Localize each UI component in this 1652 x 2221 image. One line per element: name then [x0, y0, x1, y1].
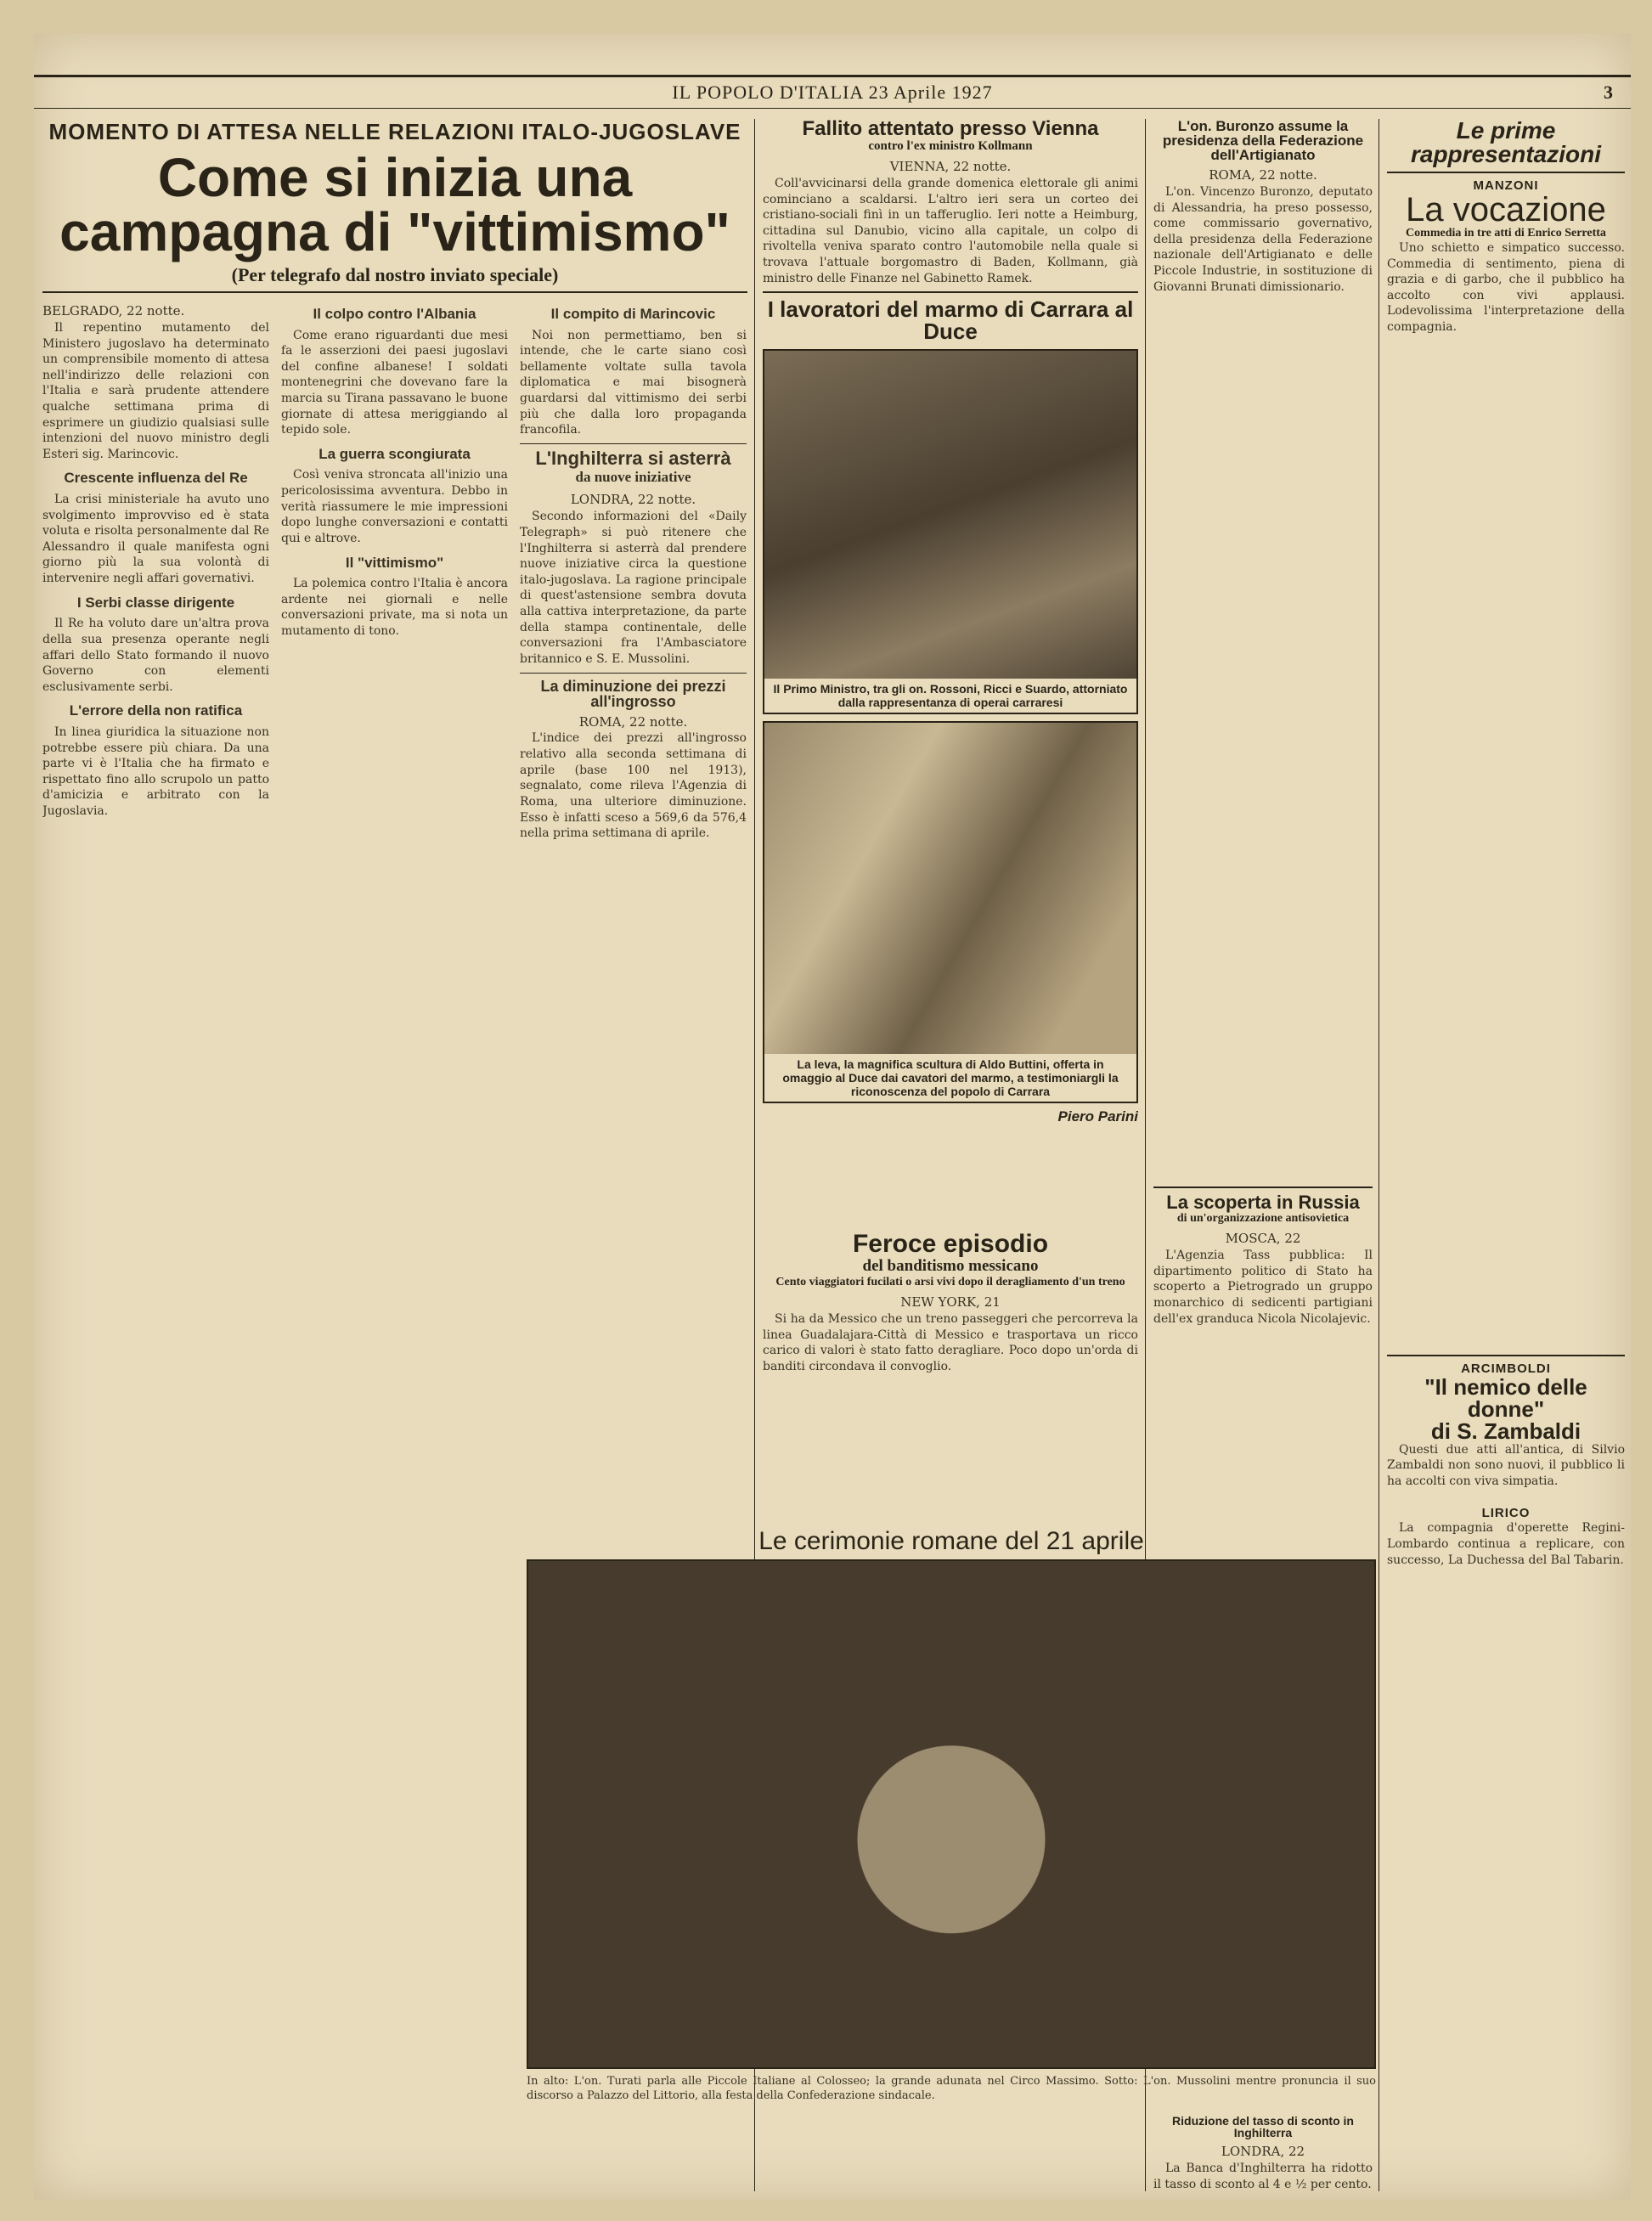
lead-intro: Il repentino mutamento del Ministero jugoslavo ha determinato un comprensibile momento di attesa nell'indirizzo delle relazioni con l'Italia e sarà prudente attendere qualche settimana prima di esprimere un giudizio qualsiasi sulle intenzioni del nuovo ministro degli Esteri sig. Marincovic.: [42, 320, 269, 461]
ceremonies-feature: [527, 1529, 1376, 2200]
russia-subhead: di un'organizzazione antisovietica: [1176, 1212, 1350, 1226]
section-text: La polemica contro l'Italia è ancora ardente nei giornali e nelle conversazioni private, ma si nota un mutamento di tono.: [281, 577, 508, 638]
prices-text: L'indice dei prezzi all'ingrosso relativo alla seconda settimana di aprile (base 100 nel 1913), segnalato, come rileva l'Agenzia di Roma, una ulteriore diminuzione. Esso è infatti sceso a 569,6 da 576,4 nella prima settimana di aprile.: [520, 731, 747, 841]
section-heading: Crescente influenza del Re: [64, 470, 248, 487]
vienna-body: [763, 159, 1138, 286]
masthead-title: IL POPOLO D'ITALIA 23 Aprile 1927: [672, 82, 993, 103]
section-heading: Il "vittimismo": [345, 554, 444, 571]
prices-dateline: ROMA, 22 notte.: [578, 713, 688, 730]
theatre-headline: Le prime rappresentazioni: [1410, 119, 1602, 167]
lead-col-2: [281, 298, 508, 844]
play-subtitle: Commedia in tre atti di Enrico Serretta: [1406, 227, 1606, 240]
prices-headline: La diminuzione dei prezzi all'ingrosso: [540, 677, 726, 710]
buronzo-dateline: ROMA, 22 notte.: [1209, 167, 1317, 183]
section-heading: Il compito di Marincovic: [550, 306, 716, 322]
buronzo-text: L'on. Vincenzo Buronzo, deputato di Alessandria, ha preso possesso, come commissario governativo, della presidenza della Federazione nazionale dell'Artigianato e delle Piccole Industrie, in sostituzione di Giovanni Brunati dimissionario.: [1153, 184, 1373, 294]
photo-delegation: [763, 349, 1138, 714]
mexico-deck: Cento viaggiatori fucilati o arsi vivi dopo il deragliamento d'un treno: [775, 1276, 1125, 1288]
section-text: In linea giuridica la situazione non potrebbe essere più chiara. Da una parte vi è l'Italia che ha firmato e rispettato fino allo scrupolo un patto d'amicizia e arbitrato con la Jugoslavia.: [42, 724, 269, 818]
photo-sculpture: [763, 721, 1138, 1103]
theatre-name: LIRICO: [1481, 1506, 1531, 1521]
marble-headline: I lavoratori del marmo di Carrara al Duce: [767, 296, 1134, 345]
play-title: La vocazione: [1406, 191, 1606, 228]
russia-text: L'Agenzia Tass pubblica: Il dipartimento politico di Stato ha scoperto a Pietrogrado un gruppo monarchico di sedicenti partigiani dell'ex granduca Nicola Nicolajevic.: [1153, 1249, 1373, 1326]
theatre-name: MANZONI: [1473, 178, 1539, 193]
section-text: La crisi ministeriale ha avuto uno svolgimento improvviso ed è stata voluta e risolta personalmente dal Re Alessandro il quale manifesta ogni giorno più la sua volontà di intervenire negli affari governativi.: [42, 493, 269, 586]
photo-ceremonies: [527, 1559, 1376, 2069]
mexico-headline: Feroce episodio: [852, 1232, 1049, 1258]
ceremonies-caption: In alto: L'on. Turati parla alle Piccole Italiane al Colosseo; la grande adunata nel Circo Massimo. Sotto: L'on. Mussolini mentre pronuncia il suo discorso a Palazzo del Littorio, alla festa della Confederazione sindacale.: [527, 2075, 1376, 2103]
section-text: Noi non permettiamo, ben si intende, che le carte siano così bellamente voltate sulla tavola diplomatica e mai bisognerà guardarsi dal vittimismo dei serbi più che dalla loro propaganda francofila.: [520, 328, 747, 437]
newspaper-page: [34, 34, 1631, 2200]
bank-headline: Riduzione del tasso di sconto in Inghilterra: [1172, 2115, 1354, 2139]
lead-col-1: [42, 298, 269, 844]
photo-caption: La leva, la magnifica scultura di Aldo Buttini, offerta in omaggio al Duce dai cavatori del marmo, a testimoniargli la riconoscenza del popolo di Carrara: [764, 1054, 1136, 1102]
russia-dateline: MOSCA, 22: [1225, 1231, 1301, 1247]
lead-headline: Come si inizia una campagna di "vittimismo": [59, 147, 730, 262]
mexico-text: Si ha da Messico che un treno passeggeri che percorreva la linea Guadalajara-Città di Messico e trasportava un ricco carico di valori è stato fatto deragliare. Poco dopo un'orda di banditi circondava il convoglio.: [763, 1311, 1138, 1373]
section-text: Così veniva stroncata all'inizio una pericolosissima avventura. Debbo in verità riassumere le mie impressioni dopo lunghe conversazioni e contatti qui e altrove.: [281, 468, 508, 545]
lead-dateline: BELGRADO, 22 notte.: [42, 303, 185, 318]
england-headline: L'Inghilterra si asterrà: [535, 447, 731, 469]
ceremonies-headline: Le cerimonie romane del 21 aprile: [758, 1529, 1144, 1555]
bank-dateline: LONDRA, 22: [1221, 2144, 1305, 2159]
lirico-text: La compagnia d'operette Regini-Lombardo continua a replicare, con successo, La Duchessa del Bal Tabarin.: [1387, 1521, 1625, 1567]
vienna-dateline: VIENNA, 22 notte.: [889, 159, 1012, 174]
page-number: 3: [1604, 82, 1614, 103]
section-text: Come erano riguardanti due mesi fa le asserzioni dei paesi jugoslavi del confine albanese! I soldati montenegrini che dovevano fare la marcia su Tirana passavano le buone giornate di attesa meriggiando al tepido sole.: [281, 328, 508, 437]
bank-text: La Banca d'Inghilterra ha ridotto il tasso di sconto al 4 e ½ per cento.: [1153, 2161, 1373, 2191]
masthead: [34, 75, 1631, 109]
lead-col-3: [520, 298, 747, 844]
section-heading: La guerra scongiurata: [319, 445, 471, 462]
middle-block: [763, 119, 1138, 1223]
england-dateline: LONDRA, 22 notte.: [570, 492, 696, 508]
play-author: di S. Zambaldi: [1430, 1418, 1582, 1444]
section-heading: L'errore della non ratifica: [69, 702, 243, 719]
section-heading: I Serbi classe dirigente: [76, 594, 235, 611]
lead-subhead: (Per telegrafo dal nostro inviato speciale): [231, 264, 559, 285]
mexico-dateline: NEW YORK, 21: [900, 1294, 1001, 1310]
vienna-headline: Fallito attentato presso Vienna: [802, 119, 1099, 140]
play-title: "Il nemico delle donne": [1424, 1373, 1587, 1422]
buronzo-headline: L'on. Buronzo assume la presidenza della Federazione dell'Artigianato: [1162, 119, 1364, 163]
section-text: Il Re ha voluto dare un'altra prova della sua presenza operante negli affari dello Stato formando il nuovo Governo con elementi esclusivamente serbi.: [42, 617, 269, 694]
bank-article: [1153, 2115, 1373, 2191]
section-heading: Il colpo contro l'Albania: [313, 306, 476, 322]
russia-headline: La scoperta in Russia: [1166, 1192, 1360, 1214]
byline: Piero Parini: [1057, 1108, 1138, 1125]
theatre-column: [1387, 119, 1625, 2191]
lead-kicker: MOMENTO DI ATTESA NELLE RELAZIONI ITALO-JUGOSLAVE: [48, 119, 741, 144]
england-text: Secondo informazioni del «Daily Telegraph» si può ritenere che l'Inghilterra si asterrà dal prendere nuove iniziative circa la questione italo-jugoslava. La ragione principale di quest'astensione sembra dovuta alla cattiva interpretazione, da parte della stampa continentale, delle conversazioni fra l'Ambasciatore britannico e S. E. Mussolini.: [520, 510, 747, 666]
right-middle-block: [1153, 119, 1373, 1529]
mexico-article: [763, 1232, 1138, 1520]
vienna-text: Coll'avvicinarsi della grande domenica elettorale gli animi cominciano a scaldarsi. L'altro ieri sera un corteo dei cristiano-sociali finì in un tafferuglio. Ieri notte a Heimburg, cittadina sul Danubio, vicino alla capitale, un colpo di rivoltella veniva sparato contro l'automobile nella quale si trovava l'attuale borgomastro di Baden, Kollmann, già ministro delle Finanze nel Gabinetto Ramek.: [763, 176, 1138, 285]
theatre-name: ARCIMBOLDI: [1461, 1361, 1551, 1376]
vienna-subhead: contro l'ex ministro Kollmann: [868, 139, 1033, 153]
manzoni-text: Uno schietto e simpatico successo. Commedia di sentimento, piena di grazia e di garbo, che il pubblico ha accolto con vivi applausi. Lodevolissima l'interpretazione della compagnia.: [1387, 241, 1625, 335]
photo-caption: Il Primo Ministro, tra gli on. Rossoni, Ricci e Suardo, attorniato dalla rappresentanza di operai carraresi: [764, 679, 1136, 713]
mexico-subhead: del banditismo messicano: [862, 1257, 1039, 1275]
arcimboldi-text: Questi due atti all'antica, di Silvio Zambaldi non sono nuovi, il pubblico li ha accolti con viva simpatia.: [1387, 1442, 1625, 1488]
england-subhead: da nuove iniziative: [575, 468, 691, 485]
